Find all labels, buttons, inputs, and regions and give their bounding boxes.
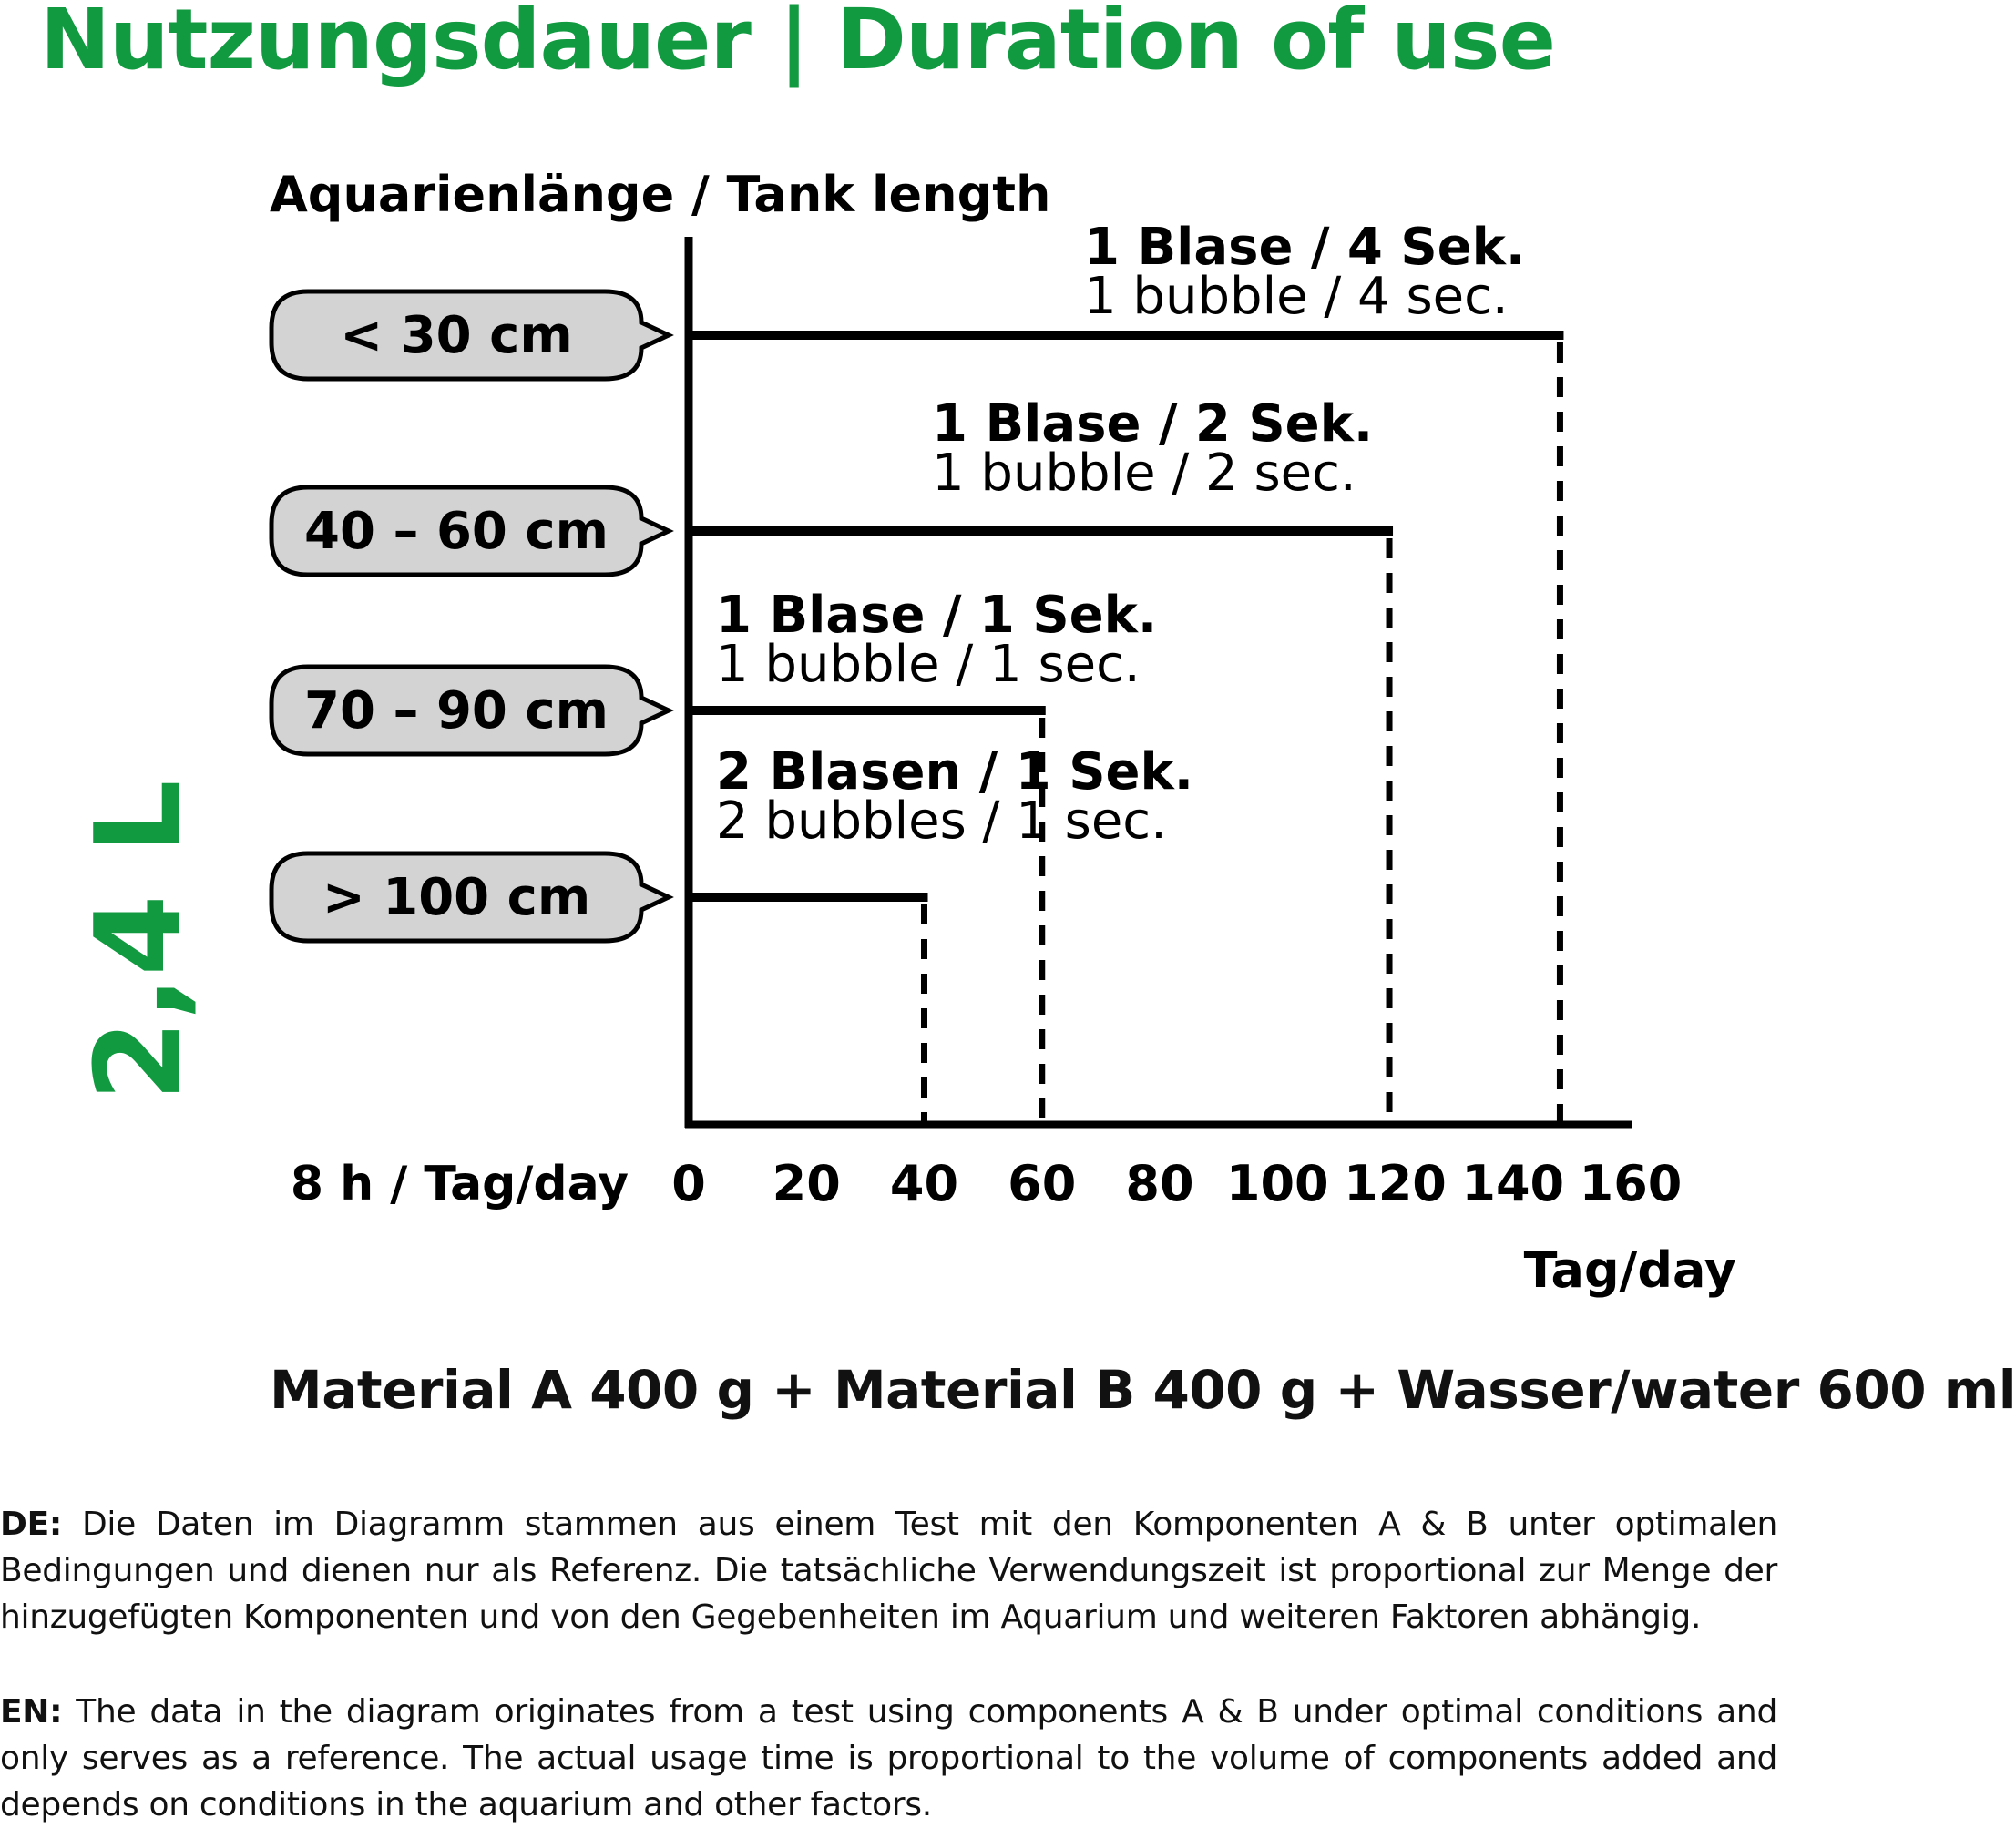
x-tick-label-60: 60 [1008,1155,1077,1212]
series-label-en-1: 1 bubble / 2 sec. [932,444,1356,503]
series-label-en-3: 2 bubbles / 1 sec. [716,791,1167,851]
tank-length-label-0: < 30 cm [340,306,573,365]
note-de-prefix: DE: [0,1506,62,1543]
note-en-prefix: EN: [0,1693,63,1731]
x-axis-prefix-label: 8 h / Tag/day [290,1157,629,1211]
x-tick-label-160: 160 [1579,1155,1683,1212]
x-tick-label-20: 20 [772,1155,841,1212]
series-label-de-2: 1 Blase / 1 Sek. [716,586,1158,645]
x-tick-label-140: 140 [1461,1155,1565,1212]
volume-label: 2,4 L [71,780,207,1101]
x-tick-label-0: 0 [671,1155,706,1212]
y-axis-title: Aquarienlänge / Tank length [270,166,1051,223]
x-tick-label-100: 100 [1225,1155,1329,1212]
series-label-en-0: 1 bubble / 4 sec. [1084,267,1509,326]
tank-length-label-1: 40 – 60 cm [304,502,609,561]
page-title: Nutzungsdauer | Duration of use [40,0,1555,88]
x-axis-title: Tag/day [1523,1241,1736,1299]
x-tick-label-40: 40 [889,1155,959,1212]
series-label-de-1: 1 Blase / 2 Sek. [932,394,1374,454]
note-en-text: The data in the diagram originates from a test using components A & B under optimal conditions and only serves as a reference. The actual usage time is proportional to the volume of components added and depends on conditions in the aquarium and other factors. [0,1693,1777,1823]
note-de [0,1501,1777,1640]
note-de-text: Die Daten im Diagramm stammen aus einem Test mit den Komponenten A & B unter optimalen Bedingungen und dienen nur als Referenz. Die tatsächliche Verwendungszeit ist proportional zur Menge der hinzugefügten Komponenten und von den Gegebenheiten im Aquarium und weiteren Faktoren abhängig. [0,1506,1777,1636]
series-label-de-3: 2 Blasen / 1 Sek. [716,742,1194,802]
tank-length-label-2: 70 – 90 cm [304,681,609,740]
series-label-en-2: 1 bubble / 1 sec. [716,635,1141,694]
mixing-formula: Material A 400 g + Material B 400 g + Wasser/water 600 ml [270,1359,2016,1421]
x-tick-label-120: 120 [1344,1155,1447,1212]
x-tick-label-80: 80 [1125,1155,1194,1212]
tank-length-label-3: > 100 cm [322,868,591,927]
note-en [0,1689,1777,1828]
series-label-de-0: 1 Blase / 4 Sek. [1084,218,1526,277]
